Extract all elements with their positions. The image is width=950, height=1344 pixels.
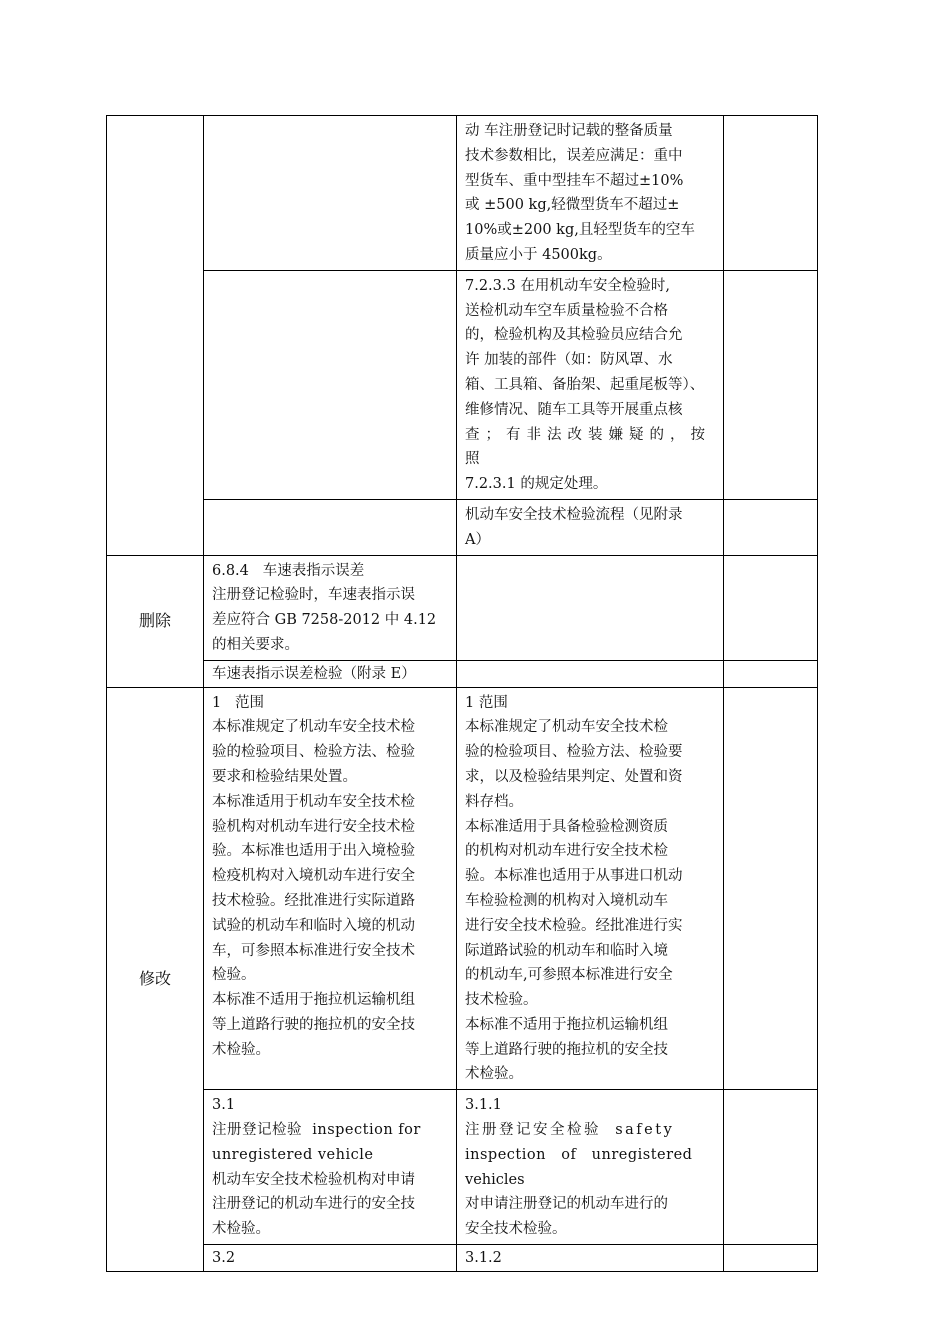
new-text-cell [457,1245,724,1272]
old-text-line: 验。本标准也适用于出入境检验 [212,843,415,860]
remark-cell [724,1245,818,1272]
new-text-cell [457,687,724,1090]
new-text-line: 或 ±500 kg,轻微型货车不超过± [465,197,680,214]
old-text-line: 注册登记的机动车进行的安全技 [212,1196,415,1213]
new-text-line: 进行安全技术检验。经批准进行实 [465,917,683,934]
old-text-line: 6.8.4 车速表指示误差 [212,562,365,579]
old-text-line: 本标准适用于机动车安全技术检 [212,793,415,810]
new-text-line: 7.2.3.1 的规定处理。 [465,476,608,493]
new-text-line: 1 范围 [465,694,508,711]
old-text-line: 等上道路行驶的拖拉机的安全技 [212,1016,415,1033]
table-row [107,660,818,687]
new-text-line: 技术检验。 [465,992,538,1009]
new-text-line: 型货车、重中型挂车不超过±10% [465,172,684,189]
remark-cell [724,660,818,687]
new-text-line: 安全技术检验。 [465,1221,567,1238]
new-text-line: 的，检验机构及其检验员应结合允 [465,327,683,344]
remark-cell [724,555,818,660]
remark-cell [724,1090,818,1245]
old-text-cell [204,270,457,499]
old-text-cell [204,555,457,660]
old-text-line: 车，可参照本标准进行安全技术 [212,942,415,959]
new-text-line: 机动车安全技术检验流程（见附录 [465,506,683,523]
old-text-cell [204,499,457,555]
new-text-line: 术检验。 [465,1066,523,1083]
table-row [107,1090,818,1245]
new-text-cell [457,499,724,555]
new-text-line: 3.1.2 [465,1250,502,1267]
new-text-line: 的机构对机动车进行安全技术检 [465,843,668,860]
table-row [107,270,818,499]
new-text-line: vehicles [465,1171,525,1188]
old-text-line: 本标准不适用于拖拉机运输机组 [212,992,415,1009]
new-text-cell [457,1090,724,1245]
category-cell: 删除 [107,555,204,687]
new-text-line: 维修情况、随车工具等开展重点核 [465,401,683,418]
old-text-line: 的相关要求。 [212,636,299,653]
old-text-line: 验的检验项目、检验方法、检验 [212,744,415,761]
old-text-line: 车速表指示误差检验（附录 E） [212,665,416,682]
new-text-cell [457,555,724,660]
old-text-line: 差应符合 GB 7258-2012 中 4.12 [212,612,437,629]
old-text-line: 1 范围 [212,694,265,711]
new-text-cell [457,270,724,499]
old-text-line: 3.2 [212,1250,236,1267]
old-text-line: 检验。 [212,967,256,984]
table-row [107,1245,818,1272]
old-text-line: 术检验。 [212,1221,270,1238]
new-text-line: 验的检验项目、检验方法、检验要 [465,744,683,761]
new-text-line: 动 车注册登记时记载的整备质量 [465,123,673,139]
new-text-line: 对申请注册登记的机动车进行的 [465,1196,668,1213]
new-text-line: 料存档。 [465,793,523,810]
new-text-line: 等上道路行驶的拖拉机的安全技 [465,1041,668,1058]
old-text-line: 注册登记检验 inspection for [212,1122,421,1139]
remark-cell [724,687,818,1090]
new-text-line: 车检验检测的机构对入境机动车 [465,892,668,909]
remark-cell [724,116,818,271]
old-text-line: 验机构对机动车进行安全技术检 [212,818,415,835]
new-text-line: A） [465,531,490,548]
remark-cell [724,499,818,555]
category-cell [107,116,204,556]
old-text-cell [204,1245,457,1272]
old-text-line: 检疫机构对入境机动车进行安全 [212,868,415,885]
new-text-line: 求，以及检验结果判定、处置和资 [465,768,683,785]
new-text-line: 查；有非法改装嫌疑的，按照 [465,426,711,468]
new-text-line: 质量应小于 4500kg。 [465,246,612,263]
new-text-line: 验。本标准也适用于从事进口机动 [465,868,683,885]
old-text-line: 要求和检验结果处置。 [212,768,357,785]
new-text-line: 10%或±200 kg,且轻型货车的空车 [465,222,695,239]
old-text-line: 术检验。 [212,1041,270,1058]
new-text-line: 的机动车,可参照本标准进行安全 [465,967,673,984]
old-text-cell [204,1090,457,1245]
comparison-table [106,115,818,1272]
old-text-line: 3.1 [212,1097,236,1114]
old-text-line: unregistered vehicle [212,1146,374,1163]
new-text-line: 送检机动车空车质量检验不合格 [465,302,668,319]
old-text-line: 注册登记检验时，车速表指示误 [212,587,415,604]
new-text-line: 本标准适用于具备检验检测资质 [465,818,668,835]
new-text-cell [457,660,724,687]
table-row [107,555,818,660]
new-text-line: 3.1.1 [465,1097,502,1114]
table-row [107,116,818,271]
new-text-cell [457,116,724,271]
new-text-line: inspection of unregistered [465,1146,693,1163]
old-text-line: 试验的机动车和临时入境的机动 [212,917,415,934]
category-cell: 修改 [107,687,204,1271]
new-text-line: 际道路试验的机动车和临时入境 [465,942,668,959]
old-text-line: 技术检验。经批准进行实际道路 [212,892,415,909]
table-row [107,687,818,1090]
new-text-line: 7.2.3.3 在用机动车安全检验时, [465,277,670,294]
old-text-cell [204,660,457,687]
new-text-line: 箱、工具箱、备胎架、起重尾板等）、 [465,376,705,393]
new-text-line: 技术参数相比，误差应满足：重中 [465,147,683,164]
table-row [107,499,818,555]
old-text-line: 本标准规定了机动车安全技术检 [212,719,415,736]
new-text-line: 许 加装的部件（如：防风罩、水 [465,352,673,369]
new-text-line: 本标准不适用于拖拉机运输机组 [465,1016,668,1033]
remark-cell [724,270,818,499]
old-text-cell [204,116,457,271]
old-text-line: 机动车安全技术检验机构对申请 [212,1171,415,1188]
new-text-line: 注册登记安全检验 safety [465,1122,675,1139]
new-text-line: 本标准规定了机动车安全技术检 [465,719,668,736]
old-text-cell [204,687,457,1090]
